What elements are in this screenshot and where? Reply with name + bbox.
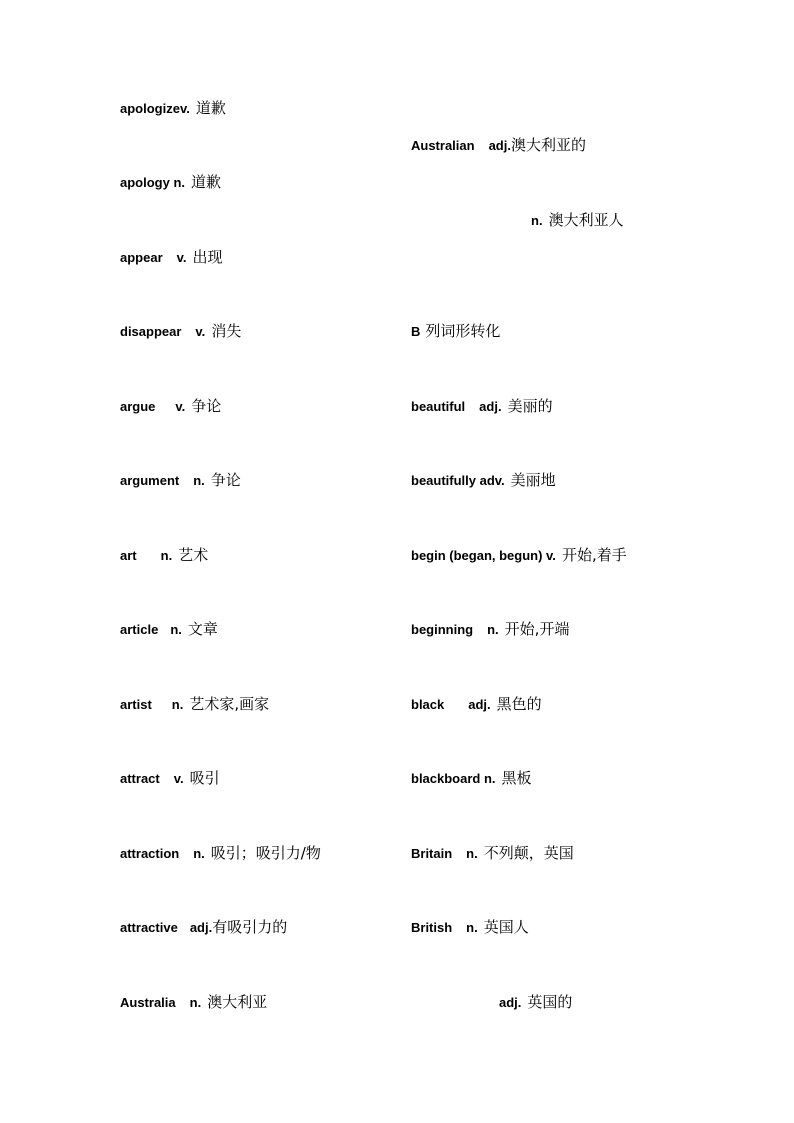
entry-meaning: 道歉 bbox=[191, 173, 222, 191]
entry-beginning bbox=[411, 619, 569, 640]
entry-pos: n. bbox=[466, 920, 478, 935]
entry-meaning: 吸引 bbox=[189, 769, 220, 787]
entry-meaning: 艺术 bbox=[178, 546, 209, 564]
entry-word: attractive bbox=[120, 920, 178, 935]
entry-word: beautiful bbox=[411, 399, 466, 414]
entry-word: Australia bbox=[120, 995, 176, 1010]
entry-art bbox=[120, 545, 208, 566]
entry-attractive bbox=[120, 917, 287, 938]
entry-beautiful bbox=[411, 396, 553, 417]
entry-meaning: 美丽地 bbox=[510, 471, 556, 489]
entry-pos: v. bbox=[173, 771, 184, 786]
entry-meaning: 艺术家,画家 bbox=[189, 695, 270, 713]
entry-word: begin (began, begun) v. bbox=[411, 548, 556, 563]
entry-pos: adj. bbox=[189, 920, 213, 935]
entry-apology bbox=[120, 172, 221, 193]
entry-pos: v. bbox=[175, 399, 186, 414]
entry-australian bbox=[411, 135, 586, 156]
entry-pos: v. bbox=[176, 250, 187, 265]
entry-pos: n. bbox=[189, 995, 202, 1010]
entry-word: apology n. bbox=[120, 175, 185, 190]
entry-meaning: 开始,开端 bbox=[504, 620, 570, 638]
entry-meaning: 英国的 bbox=[527, 993, 573, 1011]
entry-begin bbox=[411, 545, 627, 566]
entry-meaning: 澳大利亚 bbox=[207, 993, 268, 1011]
entry-blackboard bbox=[411, 768, 532, 789]
entry-word: Britain bbox=[411, 846, 453, 861]
entry-meaning: 开始,着手 bbox=[561, 546, 627, 564]
entry-meaning: 澳大利亚的 bbox=[510, 136, 586, 154]
entry-word: article bbox=[120, 622, 159, 637]
entry-pos: v. bbox=[195, 324, 206, 339]
entry-attract bbox=[120, 768, 220, 789]
entry-british-adj bbox=[499, 992, 572, 1013]
entry-word: argument bbox=[120, 473, 180, 488]
entry-pos: adj. bbox=[468, 697, 491, 712]
entry-word: beginning bbox=[411, 622, 474, 637]
entry-meaning: 争论 bbox=[191, 397, 222, 415]
entry-word: appear bbox=[120, 250, 163, 265]
entry-pos: n. bbox=[193, 846, 205, 861]
entry-word: argue bbox=[120, 399, 156, 414]
entry-word: disappear bbox=[120, 324, 182, 339]
entry-meaning: 争论 bbox=[210, 471, 241, 489]
entry-pos: n. bbox=[531, 213, 543, 228]
entry-beautifully bbox=[411, 470, 556, 491]
entry-australian-noun bbox=[531, 210, 624, 231]
entry-british bbox=[411, 917, 529, 938]
entry-word: beautifully adv. bbox=[411, 473, 505, 488]
entry-australia bbox=[120, 992, 267, 1013]
entry-word: black bbox=[411, 697, 445, 712]
entry-appear bbox=[120, 247, 223, 268]
entry-pos: n. bbox=[171, 697, 184, 712]
entry-pos: n. bbox=[170, 622, 182, 637]
entry-word: attraction bbox=[120, 846, 180, 861]
entry-meaning: 不列颠，英国 bbox=[483, 844, 574, 862]
section-letter: B bbox=[411, 324, 421, 339]
entry-black bbox=[411, 694, 542, 715]
entry-article bbox=[120, 619, 218, 640]
entry-argument bbox=[120, 470, 241, 491]
entry-pos: n. bbox=[160, 548, 173, 563]
entry-apologize bbox=[120, 98, 226, 119]
entry-word: attract bbox=[120, 771, 160, 786]
entry-pos: n. bbox=[193, 473, 205, 488]
entry-pos: adj. bbox=[479, 399, 502, 414]
entry-pos: n. bbox=[466, 846, 478, 861]
entry-britain bbox=[411, 843, 574, 864]
entry-meaning: 文章 bbox=[187, 620, 218, 638]
entry-artist bbox=[120, 694, 269, 715]
entry-meaning: 澳大利亚人 bbox=[548, 211, 624, 229]
entry-meaning: 黑色的 bbox=[496, 695, 542, 713]
entry-meaning: 吸引；吸引力/物 bbox=[210, 844, 321, 862]
entry-meaning: 消失 bbox=[211, 322, 242, 340]
entry-meaning: 出现 bbox=[192, 248, 223, 266]
entry-pos: adj. bbox=[488, 138, 511, 153]
section-title: 列词形转化 bbox=[425, 322, 501, 340]
section-header bbox=[411, 321, 500, 342]
entry-word: Australian bbox=[411, 138, 475, 153]
entry-word: British bbox=[411, 920, 453, 935]
entry-pos: n. bbox=[487, 622, 499, 637]
entry-attraction bbox=[120, 843, 321, 864]
entry-word: artist bbox=[120, 697, 152, 712]
entry-word: art bbox=[120, 548, 137, 563]
entry-meaning: 有吸引力的 bbox=[212, 918, 288, 936]
entry-meaning: 英国人 bbox=[483, 918, 529, 936]
entry-word: blackboard n. bbox=[411, 771, 496, 786]
entry-disappear bbox=[120, 321, 241, 342]
entry-argue bbox=[120, 396, 221, 417]
entry-meaning: 美丽的 bbox=[507, 397, 553, 415]
entry-meaning: 道歉 bbox=[195, 99, 226, 117]
entry-pos: adj. bbox=[499, 995, 522, 1010]
entry-word: apologizev. bbox=[120, 101, 190, 116]
entry-meaning: 黑板 bbox=[501, 769, 532, 787]
